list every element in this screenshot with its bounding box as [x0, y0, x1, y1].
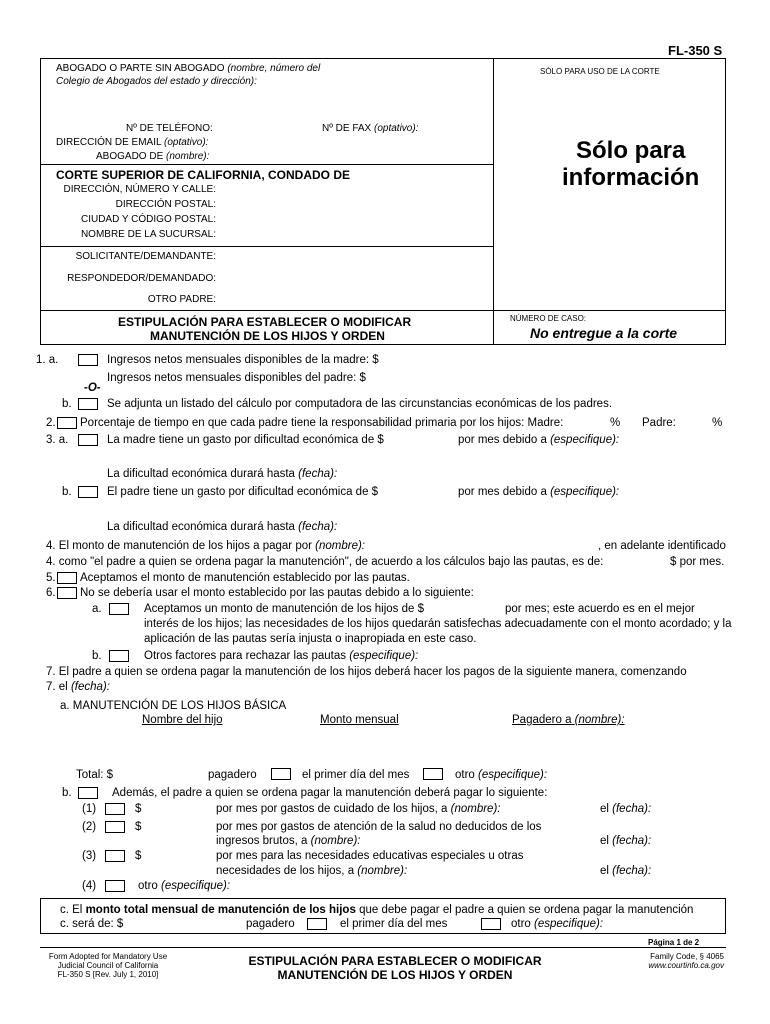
- item-7b3-number: (3): [82, 850, 97, 862]
- item-3b-checkbox[interactable]: [78, 486, 98, 498]
- item-3a-number: 3. a.: [46, 434, 69, 446]
- item-4-line-1-end: , en adelante identificado: [598, 540, 726, 552]
- header-line-2: [40, 246, 493, 247]
- header-box-right: [725, 58, 726, 344]
- attorney-label: ABOGADO O PARTE SIN ABOGADO (nombre, número del: [56, 63, 321, 74]
- first-day-label: el primer día del mes: [302, 769, 410, 781]
- header-line-1: [40, 164, 493, 165]
- item-6-number: 6.: [46, 587, 56, 599]
- item-6b-checkbox[interactable]: [109, 650, 129, 662]
- item-7b2-date: el (fecha):: [600, 835, 652, 847]
- item-2-text: Porcentaje de tiempo en que cada padre tiene la responsabilidad primaria por los hijos: Madre:: [80, 417, 564, 429]
- branch-label: NOMBRE DE LA SUCURSAL:: [80, 229, 216, 240]
- do-not-file-notice: No entregue a la corte: [530, 325, 678, 341]
- item-5-checkbox[interactable]: [57, 572, 77, 584]
- item-2-checkbox[interactable]: [57, 417, 77, 429]
- attorney-for-label: ABOGADO DE (nombre):: [96, 151, 210, 162]
- adopted-line-1: Form Adopted for Mandatory Use: [48, 952, 168, 961]
- item-5-text: Aceptamos el monto de manutención establecido por las pautas.: [80, 572, 410, 584]
- city-zip-label: CIUDAD Y CÓDIGO POSTAL:: [80, 214, 216, 225]
- payable-label: pagadero: [208, 769, 257, 781]
- item-2-number: 2.: [46, 417, 56, 429]
- email-label: DIRECCIÓN DE EMAIL (optativo):: [56, 137, 209, 148]
- item-6a-line-1b: por mes; este acuerdo es en el mejor: [505, 603, 695, 615]
- mailing-label: DIRECCIÓN POSTAL:: [115, 199, 216, 210]
- item-7c-payable: pagadero: [246, 918, 295, 930]
- item-7b-text: Además, el padre a quien se ordena pagar la manutención deberá pagar lo siguiente:: [112, 787, 548, 799]
- item-7c-other-checkbox[interactable]: [481, 918, 501, 930]
- item-3b-text: El padre tiene un gasto por dificultad económica de $: [107, 486, 379, 498]
- header-box-top: [40, 58, 726, 59]
- item-7b1-date: el (fecha):: [600, 803, 652, 815]
- item-3a-text: La madre tiene un gasto por dificultad económica de $: [107, 434, 384, 446]
- item-7b4-text: otro (especifique):: [138, 880, 231, 892]
- father-percent-sign: %: [712, 417, 723, 429]
- respondent-label: RESPONDEDOR/DEMANDADO:: [67, 273, 216, 284]
- item-7b4-checkbox[interactable]: [105, 880, 125, 892]
- case-number-label: NÚMERO DE CASO:: [510, 314, 587, 323]
- column-child-name: Nombre del hijo: [142, 714, 223, 726]
- item-5-number: 5.: [46, 572, 56, 584]
- total-label: Total: $: [76, 769, 114, 781]
- attorney-label-2: Colegio de Abogados del estado y dirección):: [56, 76, 257, 87]
- item-7b2-checkbox[interactable]: [105, 821, 125, 833]
- item-1b-number: b.: [62, 398, 72, 410]
- item-7b4-number: (4): [82, 880, 97, 892]
- item-3a-reason: por mes debido a (especifique):: [458, 434, 620, 446]
- document-title-line-2: MANUTENCIÓN DE LOS HIJOS Y ORDEN: [150, 329, 385, 343]
- courtinfo-link[interactable]: www.courtinfo.ca.gov: [648, 961, 724, 970]
- father-percent-label: Padre:: [642, 417, 676, 429]
- adopted-line-2: Judicial Council of California: [57, 961, 159, 970]
- document-title-line-1: ESTIPULACIÓN PARA ESTABLECER O MODIFICAR: [118, 315, 412, 329]
- item-7b1-number: (1): [82, 803, 97, 815]
- item-1a-mother-income: Ingresos netos mensuales disponibles de la madre: $: [107, 354, 379, 366]
- item-7b-number: b.: [62, 787, 72, 799]
- item-7b3-checkbox[interactable]: [105, 850, 125, 862]
- phone-label: Nº DE TELÉFONO:: [126, 123, 213, 134]
- item-7-line-1: 7. El padre a quien se ordena pagar la manutención de los hijos deberá hacer los pagos de la siguiente manera, comenzando: [46, 666, 687, 678]
- item-6a-checkbox[interactable]: [109, 603, 129, 615]
- item-3b-number: b.: [62, 486, 72, 498]
- item-7b2-dollar: $: [135, 821, 142, 833]
- item-7a-heading: a. MANUTENCIÓN DE LOS HIJOS BÁSICA: [60, 700, 287, 712]
- item-7b2-line-2: ingresos brutos, a (nombre):: [216, 835, 361, 847]
- item-7c-first-day-checkbox[interactable]: [307, 918, 327, 930]
- item-3b-reason: por mes debido a (especifique):: [458, 486, 620, 498]
- item-7b2-line-1: por mes por gastos de atención de la salud no deducidos de los: [216, 821, 542, 833]
- item-7b1-checkbox[interactable]: [105, 803, 125, 815]
- item-1a-number: 1. a.: [36, 354, 59, 366]
- item-7c-first-day: el primer día del mes: [340, 918, 448, 930]
- fax-label: Nº DE FAX (optativo):: [322, 123, 419, 134]
- header-line-3: [40, 310, 726, 311]
- item-4-per-month: $ por mes.: [670, 556, 725, 568]
- item-1a-checkbox[interactable]: [78, 354, 98, 366]
- item-7-line-2: 7. el (fecha):: [46, 681, 110, 693]
- or-separator: -O-: [84, 382, 101, 394]
- item-4-line-1: 4. El monto de manutención de los hijos a pagar por (nombre):: [46, 540, 366, 552]
- item-1a-father-income: Ingresos netos mensuales disponibles del padre: $: [107, 372, 366, 384]
- item-6-checkbox[interactable]: [57, 587, 77, 599]
- header-box-bottom: [40, 344, 726, 345]
- mother-percent-sign: %: [610, 417, 621, 429]
- item-6b-text: Otros factores para rechazar las pautas (especifique):: [144, 650, 419, 662]
- court-use-label: SÓLO PARA USO DE LA CORTE: [540, 67, 660, 76]
- column-payable-to: Pagadero a (nombre):: [512, 714, 625, 726]
- other-schedule-label: otro (especifique):: [455, 769, 548, 781]
- header-box-left: [40, 58, 41, 344]
- form-number: FL-350 S: [668, 43, 723, 58]
- item-4-line-2: 4. como "el padre a quien se ordena pagar la manutención", de acuerdo a los cálculos bajo las pautas, es de:: [46, 556, 604, 568]
- item-6a-number: a.: [92, 603, 102, 615]
- family-code-reference: Family Code, § 4065: [650, 952, 724, 961]
- item-6a-line-3: aplicación de las pautas sería injusta o inapropiada en este caso.: [144, 633, 477, 645]
- other-parent-label: OTRO PADRE:: [147, 294, 216, 305]
- petitioner-label: SOLICITANTE/DEMANDANTE:: [75, 251, 216, 262]
- street-label: DIRECCIÓN, NÚMERO Y CALLE:: [63, 184, 216, 195]
- item-7b-checkbox[interactable]: [78, 787, 98, 799]
- item-7b1-dollar: $: [135, 803, 142, 815]
- item-7c-other: otro (especifique):: [511, 918, 604, 930]
- info-only-line-2: información: [562, 164, 700, 191]
- item-7b1-text: por mes por gastos de cuidado de los hijos, a (nombre):: [216, 803, 501, 815]
- footer-title-line-2: MANUTENCIÓN DE LOS HIJOS Y ORDEN: [277, 968, 513, 982]
- header-divider-vertical: [493, 58, 494, 344]
- page-number: Página 1 de 2: [648, 938, 700, 947]
- adopted-line-3: FL-350 S [Rev. July 1, 2010]: [57, 970, 159, 979]
- court-title: CORTE SUPERIOR DE CALIFORNIA, CONDADO DE: [56, 168, 351, 182]
- item-6a-line-2: interés de los hijos; las necesidades de los hijos quedarán satisfechas adecuadamente con el monto acordado; y la: [144, 618, 732, 630]
- first-day-checkbox[interactable]: [271, 768, 291, 780]
- item-7b3-line-2: necesidades de los hijos, a (nombre):: [216, 865, 408, 877]
- item-6a-line-1: Aceptamos un monto de manutención de los hijos de $: [144, 603, 425, 615]
- footer-title-line-1: ESTIPULACIÓN PARA ESTABLECER O MODIFICAR: [248, 954, 542, 968]
- item-3a-hardship-end: La dificultad económica durará hasta (fecha):: [107, 468, 338, 480]
- item-7b3-line-1: por mes para las necesidades educativas especiales u otras: [216, 850, 524, 862]
- item-3a-checkbox[interactable]: [78, 434, 98, 446]
- column-monthly-amount: Monto mensual: [320, 714, 399, 726]
- item-1b-text: Se adjunta un listado del cálculo por computadora de las circunstancias económicas de los padres.: [107, 398, 613, 410]
- item-1b-checkbox[interactable]: [78, 398, 98, 410]
- footer-rule: [40, 947, 726, 948]
- item-7c-line-2: c. será de: $: [60, 918, 124, 930]
- item-7b3-date: el (fecha):: [600, 865, 652, 877]
- item-6-text: No se debería usar el monto establecido por las pautas debido a lo siguiente:: [80, 587, 474, 599]
- info-only-line-1: Sólo para: [576, 137, 686, 164]
- item-3b-hardship-end: La dificultad económica durará hasta (fecha):: [107, 521, 338, 533]
- item-7b2-number: (2): [82, 821, 97, 833]
- item-7b3-dollar: $: [135, 850, 142, 862]
- item-7c-line-1: c. El monto total mensual de manutención de los hijos que debe pagar el padre a quien se ordena pagar la manutención: [60, 904, 694, 916]
- item-6b-number: b.: [92, 650, 102, 662]
- other-schedule-checkbox[interactable]: [423, 768, 443, 780]
